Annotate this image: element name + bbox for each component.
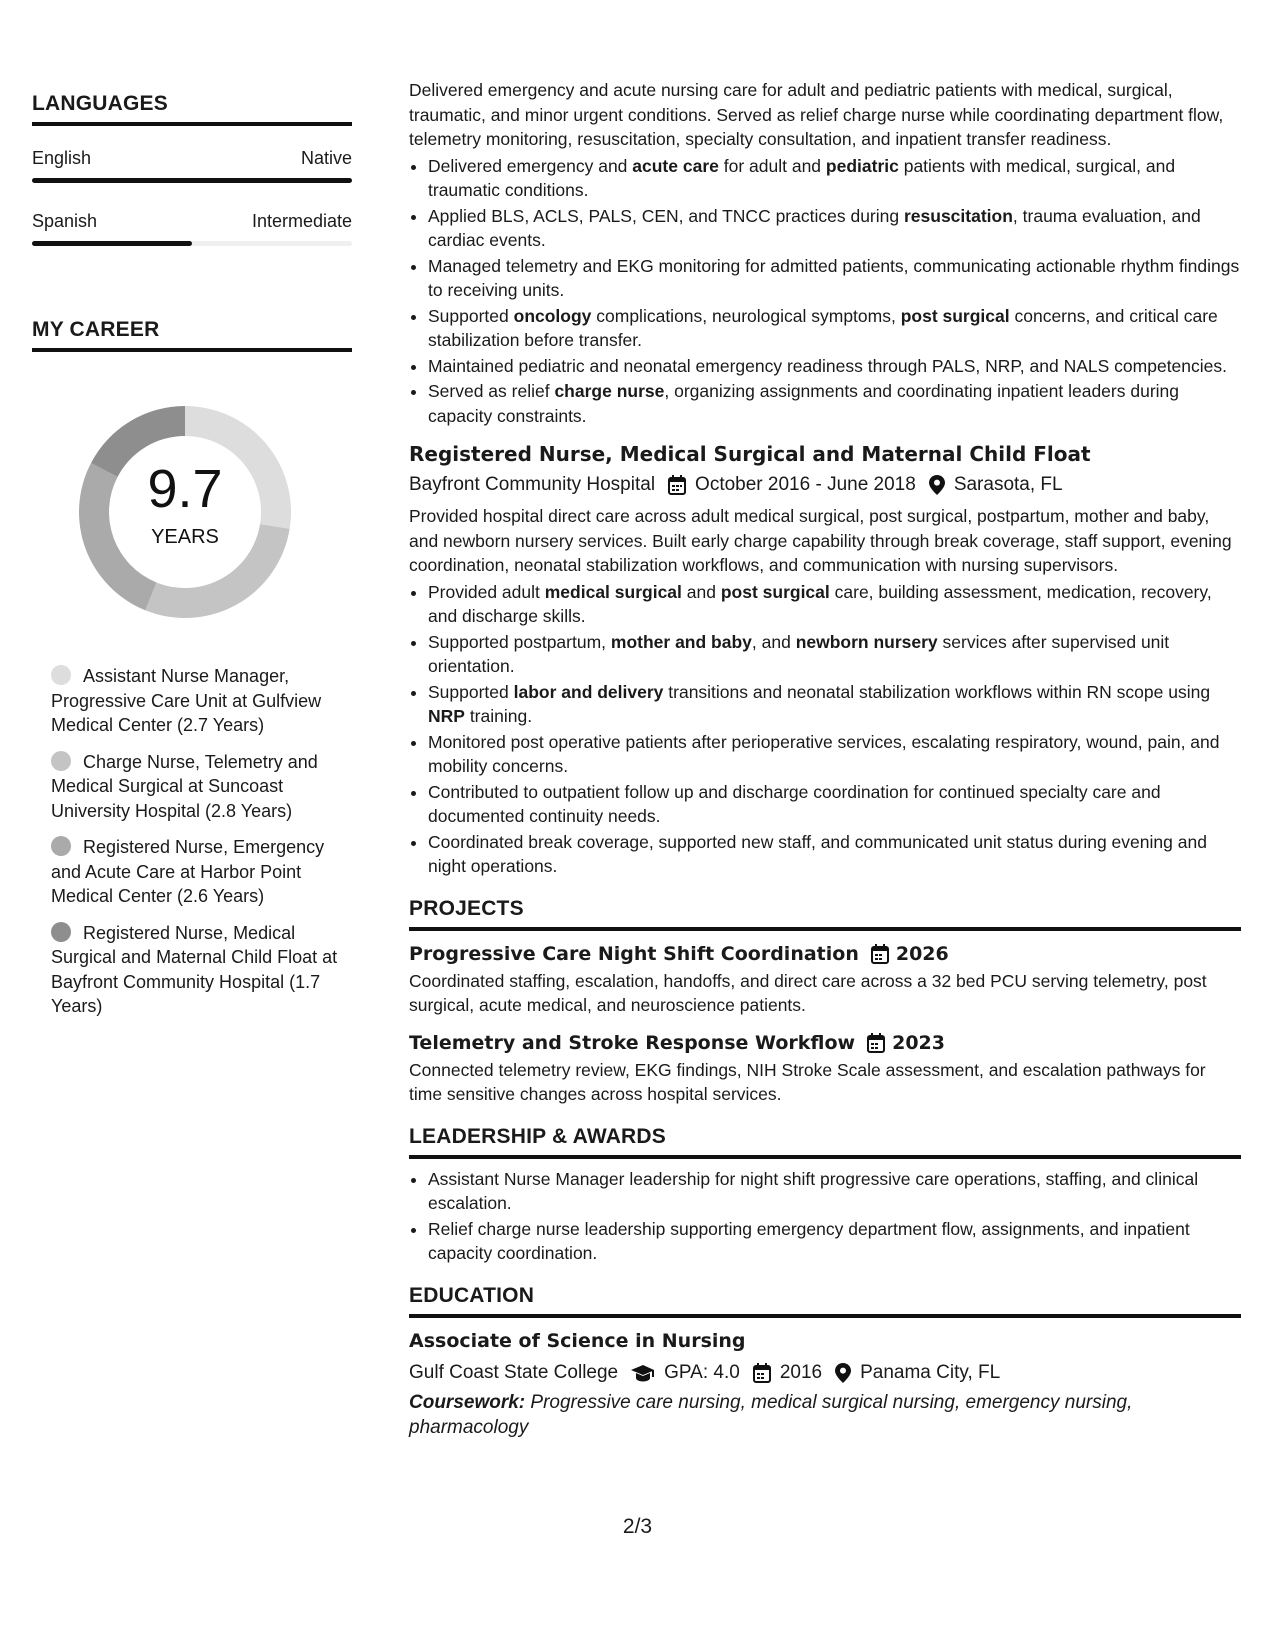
legend-item: [32, 664, 352, 738]
job-title: Registered Nurse, Medical Surgical and Maternal Child Float: [409, 442, 1091, 466]
career-total-years: 9.7: [147, 459, 223, 519]
job-bullets: [409, 154, 1241, 429]
job-meta: [409, 474, 1241, 496]
project-description: Coordinated staffing, escalation, handoffs, and direct care across a 32 bed PCU serving telemetry, post surgical, acute medical, and neuroscience patients.: [409, 970, 1207, 1015]
legend-item: [32, 921, 352, 1019]
education-heading: EDUCATION: [409, 1284, 1241, 1318]
bullet-item: [428, 830, 1241, 879]
legend-dot-icon: [51, 922, 71, 942]
language-level: Intermediate: [251, 211, 352, 231]
bullet-text: training.: [464, 706, 533, 726]
bullet-text: complications, neurological symptoms,: [591, 305, 901, 326]
calendar-icon: [668, 475, 686, 495]
bullet-keyword: acute care: [632, 155, 719, 176]
coursework-label: Coursework:: [409, 1391, 526, 1413]
leadership-list: [409, 1167, 1241, 1266]
bullet-keyword: resuscitation: [903, 205, 1013, 226]
coursework: [409, 1390, 1241, 1440]
career-heading: MY CAREER: [32, 318, 352, 352]
bullet-item: [428, 154, 1241, 203]
page-number: 2/3: [622, 1515, 653, 1538]
career-donut-chart: [65, 392, 305, 632]
job-dates: October 2016 - June 2018: [695, 474, 916, 495]
coursework-list: Progressive care nursing, medical surgical nursing, emergency nursing, pharmacology: [409, 1391, 1133, 1438]
bullet-keyword: NRP: [428, 706, 465, 726]
bullet-keyword: post surgical: [720, 581, 830, 602]
bullet-keyword: pediatric: [825, 155, 899, 176]
bullet-keyword: charge nurse: [554, 381, 665, 401]
bullet-text: , organizing assignments and coordinating inpatient leaders during capacity constraints.: [428, 381, 1179, 426]
location-pin-icon: [929, 475, 945, 495]
bullet-item: [428, 680, 1241, 729]
bullet-text: patients with medical, surgical, and traumatic conditions.: [428, 155, 1176, 200]
bullet-text: and: [681, 581, 721, 602]
bullet-text: , trauma evaluation, and cardiac events.: [428, 205, 1201, 250]
legend-label: Registered Nurse, Emergency and Acute Care at Harbor Point Medical Center (2.6 Years): [51, 837, 325, 906]
calendar-icon: [871, 944, 889, 964]
bullet-item: [428, 354, 1241, 379]
donut-center: [65, 392, 305, 632]
job-bullets: [409, 580, 1241, 879]
bullet-text: care, building assessment, medication, recovery, and discharge skills.: [428, 581, 1212, 626]
project-description: Connected telemetry review, EKG findings, NIH Stroke Scale assessment, and escalation pathways for time sensitive changes across hospital services.: [409, 1059, 1206, 1104]
employer-name: Bayfront Community Hospital: [409, 474, 656, 495]
bullet-text: transitions and neonatal stabilization workflows within RN scope using: [663, 681, 1211, 702]
location-pin-icon: [835, 1363, 851, 1383]
degree-title: Associate of Science in Nursing: [409, 1329, 746, 1352]
project-item: [409, 1032, 1241, 1107]
project-item: [409, 943, 1241, 1018]
bullet-text: Coordinated break coverage, supported new staff, and communicated unit status during evening and night operations.: [428, 831, 1207, 876]
bullet-item: [428, 730, 1241, 779]
bullet-item: [428, 304, 1241, 353]
bullet-item: [428, 254, 1241, 303]
graduation-year: 2016: [779, 1361, 823, 1383]
project-name: Telemetry and Stroke Response Workflow: [409, 1031, 856, 1054]
bullet-text: Managed telemetry and EKG monitoring for admitted patients, communicating actionable rhythm findings to receiving units.: [428, 255, 1240, 300]
language-item: [32, 211, 352, 246]
legend-dot-icon: [51, 751, 71, 771]
bullet-text: Maintained pediatric and neonatal emergency readiness through PALS, NRP, and NALS competencies.: [428, 355, 1228, 376]
leadership-item: • Assistant Nurse Manager leadership for night shift progressive care operations, staffing, and clinical escalation.: [428, 1167, 1241, 1216]
legend-dot-icon: [51, 665, 71, 685]
left-column: [32, 92, 352, 1031]
calendar-icon: [867, 1033, 885, 1053]
graduation-cap-icon: [631, 1364, 655, 1382]
bullet-item: [428, 204, 1241, 253]
languages-heading: LANGUAGES: [32, 92, 352, 126]
bullet-text: Served as relief: [428, 381, 555, 401]
bullet-item: [428, 580, 1241, 629]
legend-item: [32, 750, 352, 824]
bullet-text: , and: [751, 631, 796, 652]
language-level: Native: [300, 148, 352, 168]
calendar-icon: [753, 1363, 771, 1383]
language-level-fill: [32, 241, 192, 246]
bullet-text: Provided adult: [428, 581, 545, 602]
legend-item: [32, 835, 352, 909]
language-name: Spanish: [32, 211, 98, 231]
bullet-text: Contributed to outpatient follow up and discharge coordination for continued specialty care and documented continuity needs.: [428, 781, 1161, 826]
languages-list: [32, 148, 352, 246]
project-year: 2026: [895, 942, 949, 965]
bullet-text: Monitored post operative patients after perioperative services, escalating respiratory, wound, pain, and mobility concerns.: [428, 731, 1220, 776]
right-column: [409, 78, 1241, 1440]
language-item: [32, 148, 352, 183]
language-level-fill: [32, 178, 352, 183]
language-level-bar: [32, 178, 352, 183]
career-legend: [32, 664, 352, 1019]
job-description: Provided hospital direct care across adult medical surgical, post surgical, postpartum, mother and baby, and newborn nursery services. Built early charge capability through break coverage, staff support, evening coordination, neonatal stabilization workflows, and communication with nursing supervisors.: [409, 506, 1232, 575]
school-location: Panama City, FL: [860, 1361, 1001, 1383]
bullet-keyword: medical surgical: [544, 581, 682, 602]
job-description: Delivered emergency and acute nursing care for adult and pediatric patients with medical, surgical, traumatic, and minor urgent conditions. Served as relief charge nurse while coordinating department flow, telemetry monitoring, resuscitation, specialty consultation, and inpatient transfer readiness.: [409, 80, 1224, 149]
leadership-item: • Relief charge nurse leadership supporting emergency department flow, assignments, and inpatient capacity coordination.: [428, 1217, 1241, 1266]
projects-heading: PROJECTS: [409, 897, 1241, 931]
bullet-keyword: oncology: [513, 305, 592, 326]
project-name: Progressive Care Night Shift Coordination: [409, 942, 859, 965]
bullet-keyword: labor and delivery: [513, 681, 664, 702]
legend-label: Charge Nurse, Telemetry and Medical Surgical at Suncoast University Hospital (2.8 Years): [51, 751, 318, 821]
bullet-item: [428, 780, 1241, 829]
language-level-bar: [32, 241, 352, 246]
bullet-text: Supported postpartum,: [428, 631, 611, 652]
bullet-keyword: newborn nursery: [795, 631, 938, 652]
legend-label: Assistant Nurse Manager, Progressive Care Unit at Gulfview Medical Center (2.7 Years): [51, 666, 322, 735]
bullet-text: Delivered emergency and: [428, 155, 633, 176]
bullet-text: services after supervised unit orientation.: [428, 631, 1170, 676]
job-location: Sarasota, FL: [953, 474, 1063, 495]
legend-dot-icon: [51, 836, 71, 856]
project-year: 2023: [892, 1031, 945, 1054]
bullet-text: Applied BLS, ACLS, PALS, CEN, and TNCC practices during: [428, 205, 904, 226]
bullet-keyword: mother and baby: [610, 631, 752, 652]
bullet-item: [428, 630, 1241, 679]
school-name: Gulf Coast State College: [409, 1361, 619, 1383]
bullet-text: Supported: [428, 305, 514, 326]
language-name: English: [32, 148, 92, 168]
career-total-unit: YEARS: [151, 526, 219, 548]
bullet-text: Supported: [428, 681, 514, 702]
bullet-item: [428, 379, 1241, 428]
legend-label: Registered Nurse, Medical Surgical and Maternal Child Float at Bayfront Community Hospital (1.7 Years): [51, 922, 338, 1016]
leadership-heading: LEADERSHIP & AWARDS: [409, 1125, 1241, 1159]
bullet-text: for adult and: [718, 155, 826, 176]
education-meta: [409, 1362, 1241, 1384]
bullet-text: concerns, and critical care stabilization before transfer.: [428, 305, 1218, 350]
bullet-keyword: post surgical: [900, 305, 1010, 326]
gpa: GPA: 4.0: [664, 1361, 740, 1383]
